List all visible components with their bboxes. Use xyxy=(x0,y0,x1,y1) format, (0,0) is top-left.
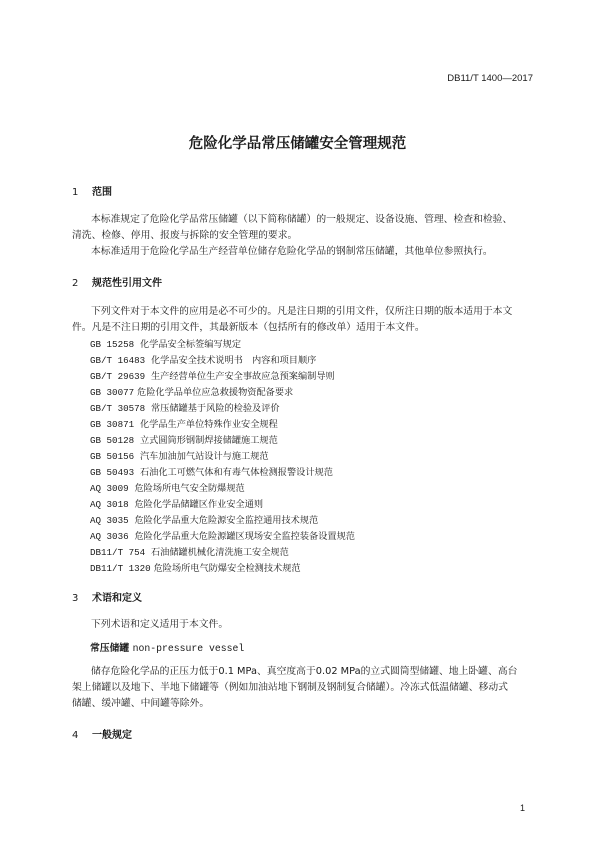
section-1-heading xyxy=(72,183,112,198)
reference-name: 危险化学品单位应急救援物资配备要求 xyxy=(137,387,294,398)
reference-code: DB11/T 754 xyxy=(90,547,146,558)
reference-item xyxy=(90,368,335,382)
reference-name: 危险化学品储罐区作业安全通则 xyxy=(134,499,264,510)
reference-code: AQ 3009 xyxy=(90,483,129,494)
reference-name: 化学品生产单位特殊作业安全规程 xyxy=(139,419,278,430)
reference-item xyxy=(90,512,318,526)
reference-code: GB 50493 xyxy=(90,467,135,478)
reference-code: GB 50156 xyxy=(90,451,135,462)
reference-name: 危险场所电气安全防爆规范 xyxy=(134,483,245,494)
reference-item xyxy=(90,480,245,494)
reference-code: AQ 3018 xyxy=(90,499,129,510)
reference-name: 化学品安全标签编写规定 xyxy=(139,339,242,350)
term-chinese: 常压储罐 xyxy=(90,643,130,654)
reference-name: 石油化工可燃气体和有毒气体检测报警设计规范 xyxy=(139,467,333,478)
reference-item xyxy=(90,528,355,542)
reference-name: 常压储罐基于风险的检验及评价 xyxy=(150,403,280,414)
reference-code: GB 30077 xyxy=(90,387,135,398)
reference-item xyxy=(90,416,278,430)
reference-name: 化学品安全技术说明书 内容和项目顺序 xyxy=(150,355,317,366)
section-title: 规范性引用文件 xyxy=(92,278,162,289)
section-2-intro-line-1: 下列文件对于本文件的应用是必不可少的。凡是注日期的引用文件，仅所注日期的版本适用于本文 xyxy=(91,306,513,317)
section-2-intro-line-2: 件。凡是不注日期的引用文件，其最新版本（包括所有的修改单）适用于本文件。 xyxy=(72,322,425,333)
document-number: DB11/T 1400—2017 xyxy=(447,73,533,84)
term-definition-line-1: 储存危险化学品的正压力低于0.1 MPa、真空度高于0.02 MPa的立式圆筒型储罐、地上卧罐、高台 xyxy=(91,666,518,677)
reference-item xyxy=(90,352,316,366)
reference-code: GB 50128 xyxy=(90,435,135,446)
reference-item xyxy=(90,496,263,510)
section-2-heading xyxy=(72,274,162,289)
section-number: 4 xyxy=(72,730,79,741)
reference-code: DB11/T 1320 xyxy=(90,563,151,574)
term-heading xyxy=(90,640,244,654)
reference-code: GB/T 16483 xyxy=(90,355,146,366)
section-3-intro: 下列术语和定义适用于本文件。 xyxy=(91,619,229,630)
section-title: 术语和定义 xyxy=(92,593,142,604)
section-number: 2 xyxy=(72,278,79,289)
reference-item xyxy=(90,400,280,414)
section-number: 3 xyxy=(72,593,79,604)
reference-name: 危险化学品重大危险源安全监控通用技术规范 xyxy=(134,515,319,526)
reference-item xyxy=(90,384,293,398)
reference-item xyxy=(90,464,333,478)
reference-item xyxy=(90,544,289,558)
reference-item xyxy=(90,560,301,574)
term-definition-line-3: 储罐、缓冲罐、中间罐等除外。 xyxy=(72,698,210,709)
section-title: 一般规定 xyxy=(92,730,132,741)
reference-code: GB 30871 xyxy=(90,419,135,430)
section-number: 1 xyxy=(72,187,79,198)
section-1-para-1-line-2: 清洗、检修、停用、报废与拆除的安全管理的要求。 xyxy=(72,230,298,241)
reference-name: 生产经营单位生产安全事故应急预案编制导则 xyxy=(150,371,335,382)
reference-code: AQ 3036 xyxy=(90,531,129,542)
document-title: 危险化学品常压储罐安全管理规范 xyxy=(188,136,407,152)
section-4-heading xyxy=(72,726,132,741)
reference-code: GB/T 30578 xyxy=(90,403,146,414)
term-definition-line-2: 架上储罐以及地下、半地下储罐等（例如加油站地下钢制及钢制复合储罐）。冷冻式低温储罐、移动式 xyxy=(72,682,508,693)
reference-code: GB 15258 xyxy=(90,339,135,350)
reference-name: 汽车加油加气站设计与施工规范 xyxy=(139,451,269,462)
section-title: 范围 xyxy=(92,187,112,198)
reference-name: 危险场所电气防爆安全检测技术规范 xyxy=(153,563,301,574)
section-3-heading xyxy=(72,589,142,604)
reference-item xyxy=(90,432,278,446)
term-english: non-pressure vessel xyxy=(132,643,245,654)
reference-name: 危险化学品重大危险源罐区现场安全监控装备设置规范 xyxy=(134,531,355,542)
section-1-para-1-line-1: 本标准规定了危险化学品常压储罐（以下简称储罐）的一般规定、设备设施、管理、检查和检验、 xyxy=(91,214,513,225)
page-number: 1 xyxy=(519,803,525,813)
reference-name: 石油储罐机械化清洗施工安全规范 xyxy=(150,547,289,558)
reference-item xyxy=(90,336,241,350)
reference-code: AQ 3035 xyxy=(90,515,129,526)
reference-item xyxy=(90,448,269,462)
reference-code: GB/T 29639 xyxy=(90,371,146,382)
section-1-para-2: 本标准适用于危险化学品生产经营单位储存危险化学品的钢制常压储罐，其他单位参照执行。 xyxy=(91,246,493,257)
reference-name: 立式圆筒形钢制焊接储罐施工规范 xyxy=(139,435,278,446)
